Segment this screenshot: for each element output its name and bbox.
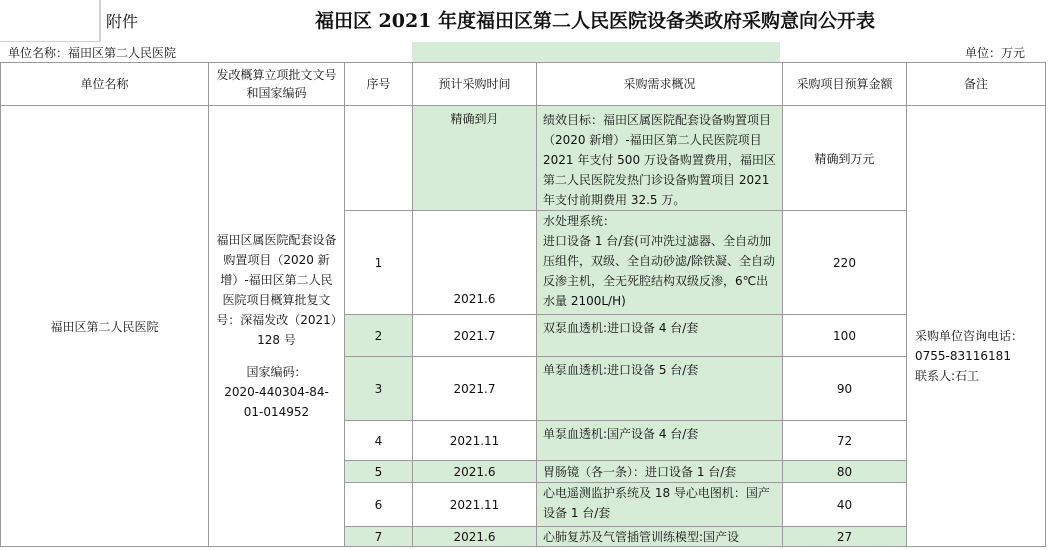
desc-cell-summary: 绩效目标：福田区属医院配套设备购置项目（2020 新增）-福田区第二人民医院项目 2021 年支付 500 万设备购置费用，福田区第二人民医院发热门诊设备购置项目 2021 年支付前期费用 32.5 万。 xyxy=(537,106,783,211)
project-text: 福田区属医院配套设备购置项目（2020 新增）-福田区第二人民医院项目概算批复文号：深福发改（2021）128 号 xyxy=(216,233,337,347)
time-cell: 2021.7 xyxy=(413,315,537,357)
budget-cell: 40 xyxy=(783,483,907,527)
seq-cell: 4 xyxy=(345,421,413,461)
time-cell-summary: 精确到月 xyxy=(413,106,537,211)
time-cell: 2021.7 xyxy=(413,357,537,421)
procurement-table xyxy=(0,62,1046,547)
seq-cell: 2 xyxy=(345,315,413,357)
time-cell: 2021.6 xyxy=(413,461,537,483)
blank-cell xyxy=(0,0,100,42)
time-cell: 2021.6 xyxy=(413,527,537,547)
budget-cell: 90 xyxy=(783,357,907,421)
budget-cell: 220 xyxy=(783,211,907,315)
column-header-remark: 备注 xyxy=(907,63,1046,106)
seq-cell: 3 xyxy=(345,357,413,421)
budget-cell: 72 xyxy=(783,421,907,461)
desc-cell: 心肺复苏及气管插管训练模型:国产设 xyxy=(537,527,783,547)
attachment-label: 附件 xyxy=(106,12,139,31)
desc-cell: 双泵血透机:进口设备 4 台/套 xyxy=(537,315,783,357)
time-cell: 2021.11 xyxy=(413,483,537,527)
national-code-value: 2020-440304-84-01-014952 xyxy=(224,385,329,419)
desc-cell: 单泵血透机:国产设备 4 台/套 xyxy=(537,421,783,461)
unit-name-label: 单位名称：福田区第二人民医院 xyxy=(8,46,177,60)
column-header-project: 发改概算立项批文文号和国家编码 xyxy=(209,63,345,106)
desc-cell: 心电遥测监护系统及 18 导心电图机：国产设备 1 台/套 xyxy=(537,483,783,527)
seq-cell: 1 xyxy=(345,211,413,315)
time-cell: 2021.6 xyxy=(413,211,537,315)
table-row-summary xyxy=(1,106,1046,211)
seq-cell: 7 xyxy=(345,527,413,547)
desc-cell: 单泵血透机:进口设备 5 台/套 xyxy=(537,357,783,421)
budget-cell: 80 xyxy=(783,461,907,483)
project-cell xyxy=(209,106,345,547)
unit-row xyxy=(0,42,1051,62)
currency-unit-label: 单位：万元 xyxy=(964,46,1025,60)
grid-line xyxy=(100,0,101,42)
column-header-seq: 序号 xyxy=(345,63,413,106)
seq-cell: 5 xyxy=(345,461,413,483)
budget-cell: 27 xyxy=(783,527,907,547)
desc-cell: 水处理系统： 进口设备 1 台/套(可冲洗过滤器、全自动加压组件，双级、全自动砂滤/除铁凝、全自动反渗主机，全无死腔结构双级反渗，6℃出水量 2100L/H) xyxy=(537,211,783,315)
national-code-label: 国家编码： xyxy=(246,365,307,379)
column-header-time: 预计采购时间 xyxy=(413,63,537,106)
budget-cell-summary: 精确到万元 xyxy=(783,106,907,211)
seq-cell-summary xyxy=(345,106,413,211)
budget-cell: 100 xyxy=(783,315,907,357)
remark-cell: 采购单位咨询电话：0755-83116181 联系人:石工 xyxy=(907,106,1046,547)
column-header-desc: 采购需求概况 xyxy=(537,63,783,106)
column-header-unit: 单位名称 xyxy=(1,63,209,106)
table-header-row xyxy=(1,63,1046,106)
desc-cell: 胃肠镜（各一条）：进口设备 1 台/套 xyxy=(537,461,783,483)
page-title: 福田区 2021 年度福田区第二人民医院设备类政府采购意向公开表 xyxy=(314,10,876,32)
time-cell: 2021.11 xyxy=(413,421,537,461)
seq-cell: 6 xyxy=(345,483,413,527)
column-header-budget: 采购项目预算金额 xyxy=(783,63,907,106)
unit-cell: 福田区第二人民医院 xyxy=(1,106,209,547)
